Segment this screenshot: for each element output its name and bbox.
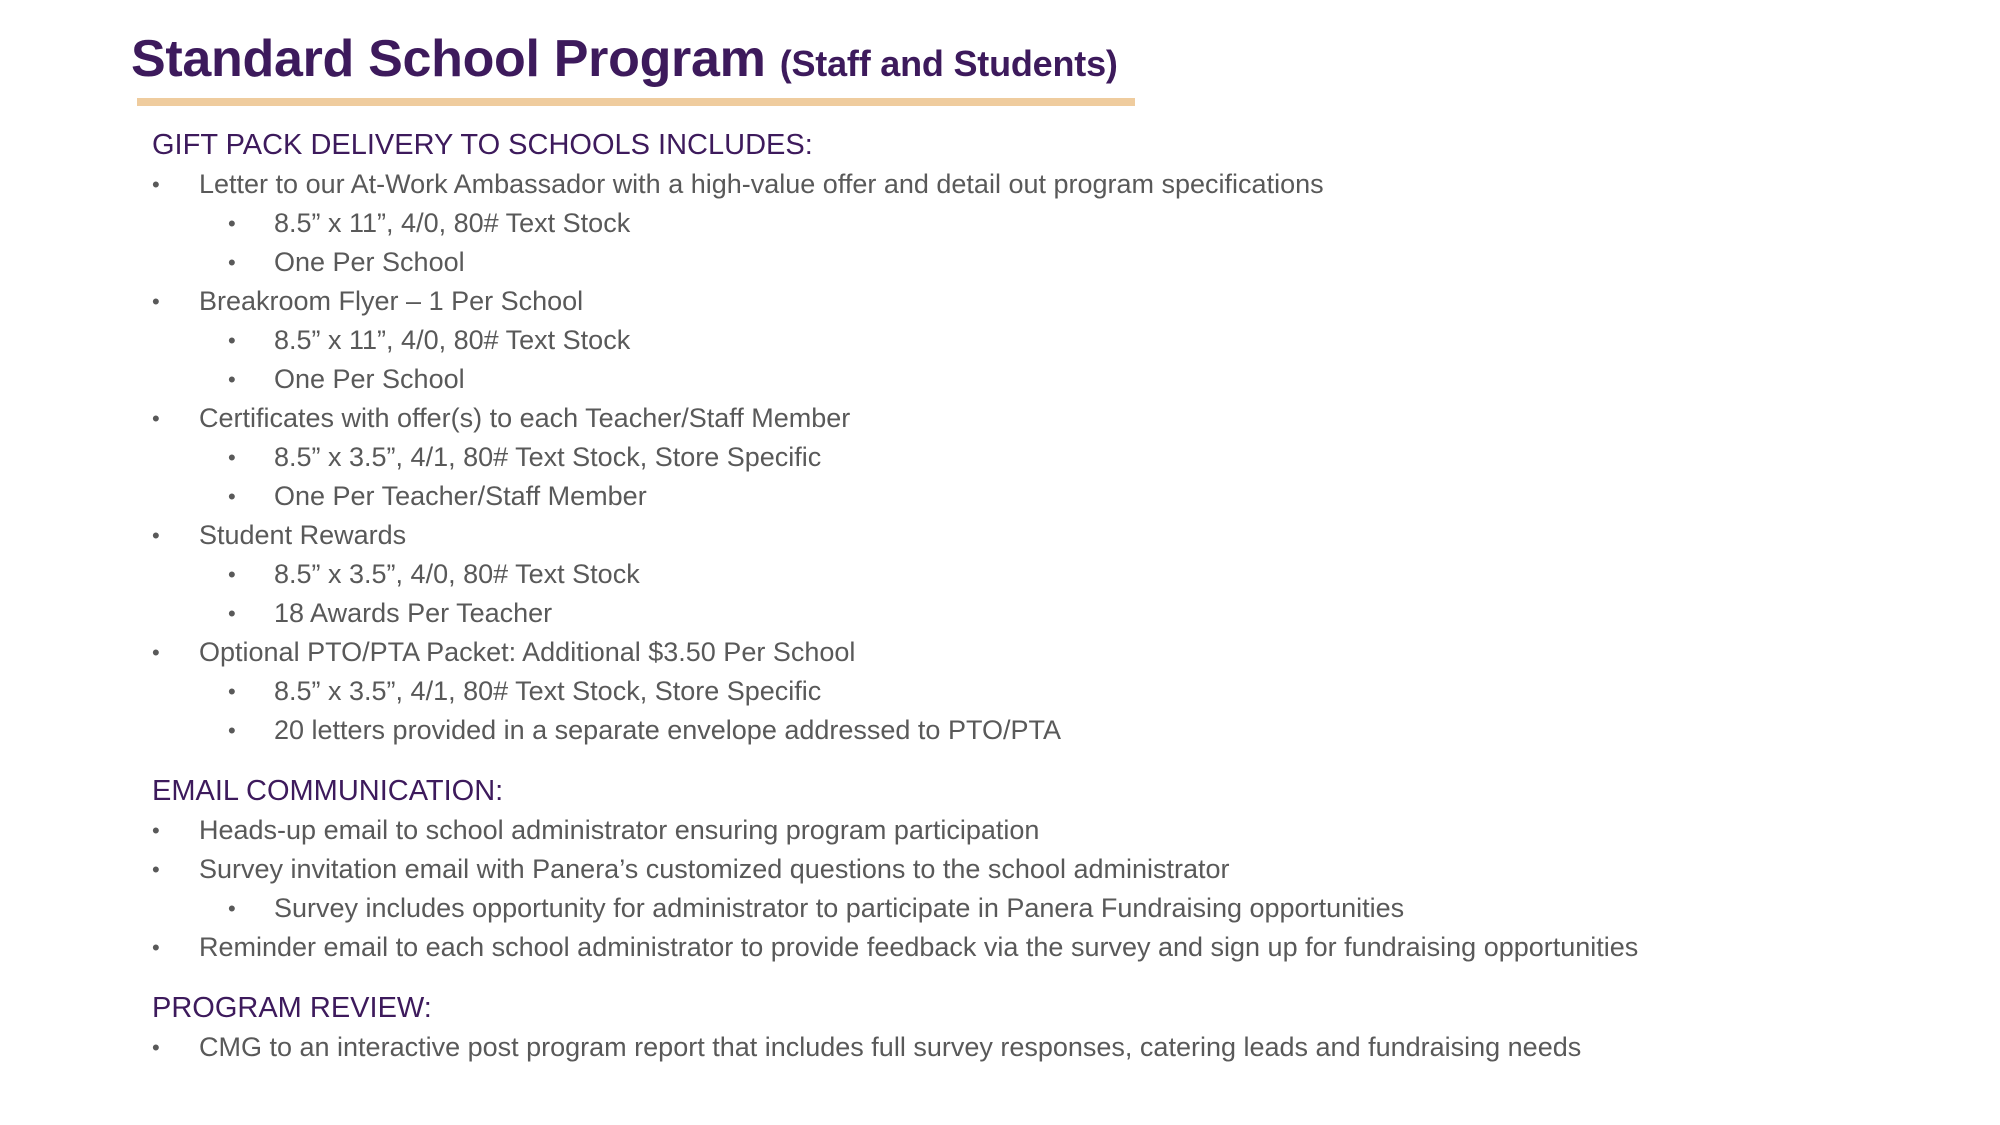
list-subitem: • 8.5” x 11”, 4/0, 80# Text Stock xyxy=(152,204,1952,243)
bullet-icon: • xyxy=(152,818,160,843)
bullet-icon: • xyxy=(228,718,236,743)
list-subitem: • Survey includes opportunity for administrator to participate in Panera Fundraising opportunities xyxy=(152,889,1952,928)
list-subitem: • One Per Teacher/Staff Member xyxy=(152,477,1952,516)
bullet-icon: • xyxy=(228,601,236,626)
bullet-icon: • xyxy=(228,211,236,236)
list-subitem: • 8.5” x 11”, 4/0, 80# Text Stock xyxy=(152,321,1952,360)
list-item: • Optional PTO/PTA Packet: Additional $3.50 Per School xyxy=(152,633,1952,672)
section-heading: GIFT PACK DELIVERY TO SCHOOLS INCLUDES: xyxy=(152,129,813,161)
bullet-icon: • xyxy=(152,857,160,882)
bullet-icon: • xyxy=(228,328,236,353)
slide-content xyxy=(152,126,1952,1067)
list-item: • Reminder email to each school administrator to provide feedback via the survey and sign up for fundraising opportunities xyxy=(152,928,1952,967)
list-subitem: • 8.5” x 3.5”, 4/0, 80# Text Stock xyxy=(152,555,1952,594)
bullet-icon: • xyxy=(228,445,236,470)
list-subitem: • 8.5” x 3.5”, 4/1, 80# Text Stock, Store Specific xyxy=(152,438,1952,477)
title-underline-rule xyxy=(137,98,1135,106)
title-main: Standard School Program xyxy=(131,30,766,88)
bullet-icon: • xyxy=(152,1035,160,1060)
list-item: • Heads-up email to school administrator ensuring program participation xyxy=(152,811,1952,850)
list-item: • Breakroom Flyer – 1 Per School xyxy=(152,282,1952,321)
bullet-icon: • xyxy=(228,679,236,704)
list-item: • Certificates with offer(s) to each Teacher/Staff Member xyxy=(152,399,1952,438)
bullet-icon: • xyxy=(228,367,236,392)
list-subitem: • 20 letters provided in a separate envelope addressed to PTO/PTA xyxy=(152,711,1952,750)
bullet-icon: • xyxy=(152,172,160,197)
bullet-icon: • xyxy=(152,289,160,314)
list-item: • Survey invitation email with Panera’s customized questions to the school administrator xyxy=(152,850,1952,889)
bullet-icon: • xyxy=(228,562,236,587)
list-subitem: • One Per School xyxy=(152,243,1952,282)
section-heading: PROGRAM REVIEW: xyxy=(152,992,432,1024)
list-item: • Student Rewards xyxy=(152,516,1952,555)
list-item: • Letter to our At-Work Ambassador with a high-value offer and detail out program specifications xyxy=(152,165,1952,204)
bullet-icon: • xyxy=(152,523,160,548)
section-heading: EMAIL COMMUNICATION: xyxy=(152,775,504,807)
bullet-icon: • xyxy=(152,640,160,665)
section-spacer xyxy=(152,967,1952,989)
list-subitem: • 8.5” x 3.5”, 4/1, 80# Text Stock, Store Specific xyxy=(152,672,1952,711)
list-subitem: • 18 Awards Per Teacher xyxy=(152,594,1952,633)
title-suffix: (Staff and Students) xyxy=(779,43,1118,84)
section-email-communication xyxy=(152,772,1952,967)
bullet-icon: • xyxy=(228,250,236,275)
bullet-icon: • xyxy=(228,896,236,921)
section-spacer xyxy=(152,750,1952,772)
list-item: • CMG to an interactive post program report that includes full survey responses, catering leads and fundraising needs xyxy=(152,1028,1952,1067)
section-gift-pack xyxy=(152,126,1952,750)
list-subitem: • One Per School xyxy=(152,360,1952,399)
page-title xyxy=(131,26,1118,97)
section-program-review xyxy=(152,989,1952,1067)
bullet-icon: • xyxy=(152,935,160,960)
bullet-icon: • xyxy=(228,484,236,509)
bullet-icon: • xyxy=(152,406,160,431)
